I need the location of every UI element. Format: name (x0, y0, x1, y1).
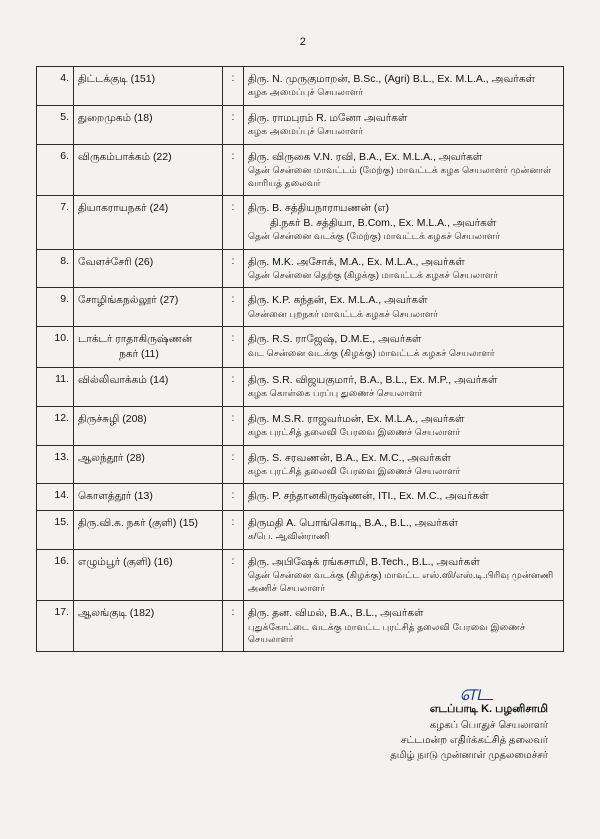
person-designation: கழக புரட்சித் தலைவி பேரவை இணைச் செயலாளர் (248, 465, 461, 476)
row-colon: : (223, 510, 244, 549)
row-person (244, 196, 564, 249)
table-row (37, 510, 564, 549)
table-row (37, 601, 564, 652)
row-number: 17. (37, 601, 74, 652)
person-name: திரு. R.S. ராஜேஷ், D.M.E., அவர்கள் (248, 333, 422, 346)
row-number: 6. (37, 144, 74, 195)
page-number: 2 (299, 36, 307, 48)
row-number: 11. (37, 367, 74, 406)
row-colon: : (223, 105, 244, 144)
candidate-table-wrapper (36, 66, 564, 652)
row-number: 10. (37, 327, 74, 367)
table-row (37, 406, 564, 445)
row-colon: : (223, 445, 244, 484)
constituency-name: டாக்டர் ராதாகிருஷ்ணன் (78, 333, 193, 346)
row-colon: : (223, 288, 244, 327)
constituency-name: ஆலங்குடி (182) (78, 607, 155, 620)
person-designation: தென் சென்னை வடக்கு (கிழக்கு) மாவட்ட எஸ்.ஸி/எஸ்.டி.பிரிவு முன்னணி அணிச் செயலாளர் (248, 570, 554, 593)
row-colon: : (223, 601, 244, 652)
row-constituency (74, 67, 223, 106)
row-colon: : (223, 67, 244, 106)
row-constituency (74, 367, 223, 406)
row-constituency (74, 484, 223, 510)
signatory-title-3: தமிழ் நாடு முன்னாள் முதலமைச்சர் (390, 750, 548, 762)
row-constituency (74, 601, 223, 652)
person-name: திரு. P. சந்தானகிருஷ்ணன், ITI., Ex. M.C., அவர்கள் (248, 490, 489, 503)
row-constituency (74, 406, 223, 445)
table-row (37, 105, 564, 144)
constituency-name: வில்லிவாக்கம் (14) (78, 373, 169, 386)
row-person (244, 601, 564, 652)
person-designation: தென் சென்னை தெற்கு (கிழக்கு) மாவட்டக் கழகச் செயலாளர் (248, 270, 498, 281)
table-row (37, 367, 564, 406)
signatory-title-2: சட்டமன்ற எதிர்க்கட்சித் தலைவர் (401, 735, 548, 747)
person-designation: சென்னை புறநகர் மாவட்டக் கழகச் செயலாளர் (248, 308, 438, 319)
constituency-name-line2: நகர் (11) (119, 347, 159, 360)
person-designation: க/பெ. ஆவின்ராணி (248, 531, 330, 542)
row-constituency (74, 445, 223, 484)
table-row (37, 549, 564, 600)
person-name: திரு. S.R. விஜயகுமார், B.A., B.L., Ex. M.P., அவர்கள் (248, 373, 498, 386)
row-colon: : (223, 406, 244, 445)
row-person (244, 510, 564, 549)
table-row (37, 327, 564, 367)
row-number: 5. (37, 105, 74, 144)
row-number: 12. (37, 406, 74, 445)
signatory-title-1: கழகப் பொதுச் செயலாளர் (429, 720, 548, 732)
row-person (244, 406, 564, 445)
row-colon: : (223, 484, 244, 510)
table-row (37, 484, 564, 510)
table-row (37, 288, 564, 327)
row-constituency (74, 327, 223, 367)
row-number: 8. (37, 249, 74, 288)
row-number: 15. (37, 510, 74, 549)
row-person (244, 249, 564, 288)
constituency-name: துறைமுகம் (18) (78, 111, 153, 124)
person-name: திரு. விருகை V.N. ரவி, B.A., Ex. M.L.A., அவர்கள் (248, 150, 483, 163)
row-colon: : (223, 249, 244, 288)
row-colon: : (223, 144, 244, 195)
person-designation: தென் சென்னை வடக்கு (மேற்கு) மாவட்டக் கழகச் செயலாளர் (248, 231, 500, 242)
constituency-name: திட்டக்குடி (151) (78, 73, 156, 85)
signature-block (0, 682, 600, 762)
constituency-name: ஆலந்தூர் (28) (78, 451, 145, 464)
constituency-name: எழும்பூர் (குளி) (16) (78, 555, 173, 568)
person-designation: தென் சென்னை மாவட்டம் (மேற்கு) மாவட்டக் கழக செயலாளர் முன்னாள் வாரியத் தலைவர் (248, 165, 552, 188)
table-row (37, 67, 564, 106)
person-name: திரு. ராமபுரம் R. மனோ அவர்கள் (248, 111, 408, 124)
person-name: திரு. S. சரவணன், B.A., Ex. M.C., அவர்கள் (248, 451, 451, 464)
person-name-secondary: தி.நகர் B. சத்தியா, B.Com., Ex. M.L.A., அவர்கள் (270, 216, 497, 229)
person-designation: கழக கொள்கை பரப்பு துணைச் செயலாளர் (248, 388, 423, 399)
signature-mark: எட (458, 680, 497, 706)
person-name: திரு. அபிஷேக் ரங்கசாமி, B.Tech., B.L., அவர்கள் (248, 555, 480, 568)
person-designation: புதுக்கோட்டை வடக்கு மாவட்ட புரட்சித் தலைவி பேரவை இணைச் செயலாளர் (248, 621, 526, 645)
table-row (37, 196, 564, 249)
row-constituency (74, 249, 223, 288)
constituency-name: வேளச்சேரி (26) (78, 255, 154, 268)
row-constituency (74, 144, 223, 195)
table-row (37, 445, 564, 484)
row-number: 4. (37, 67, 74, 106)
person-name: திருமதி A. பொங்கொடி, B.A., B.L., அவர்கள் (248, 516, 458, 529)
row-number: 7. (37, 196, 74, 249)
row-constituency (74, 105, 223, 144)
candidate-table (36, 66, 564, 652)
person-name: திரு. K.P. கந்தன், Ex. M.L.A., அவர்கள் (248, 294, 428, 307)
person-name: திரு. B. சத்தியநாராயணன் (எ) (248, 202, 390, 215)
person-name: திரு. M.S.R. ராஜவர்மன், Ex. M.L.A., அவர்கள் (248, 412, 465, 425)
person-name: திரு. தன. விமல், B.A., B.L., அவர்கள் (248, 607, 424, 620)
row-constituency (74, 196, 223, 249)
table-row (37, 144, 564, 195)
row-person (244, 288, 564, 327)
person-name: திரு. M.K. அசோக், M.A., Ex. M.L.A., அவர்கள் (248, 255, 465, 268)
signatory-name: எடப்பாடி K. பழனிசாமி (429, 703, 548, 716)
candidate-table-body (37, 67, 564, 652)
row-constituency (74, 510, 223, 549)
row-constituency (74, 549, 223, 600)
row-person (244, 144, 564, 195)
constituency-name: திருச்சுழி (208) (78, 412, 147, 425)
row-colon: : (223, 196, 244, 249)
constituency-name: கொளத்தூர் (13) (78, 490, 153, 503)
constituency-name: தியாகராயநகர் (24) (78, 202, 169, 215)
row-person (244, 484, 564, 510)
person-designation: கழக அமைப்புச் செயலாளர் (248, 87, 363, 98)
person-designation: கழக புரட்சித் தலைவி பேரவை இணைச் செயலாளர் (248, 427, 461, 438)
constituency-name: திரு.வி.க. நகர் (குளி) (15) (78, 516, 198, 529)
table-row (37, 249, 564, 288)
person-designation: கழக அமைப்புச் செயலாளர் (248, 126, 363, 137)
constituency-name: விருகம்பாக்கம் (22) (78, 150, 172, 163)
row-number: 16. (37, 549, 74, 600)
row-person (244, 445, 564, 484)
row-colon: : (223, 327, 244, 367)
row-person (244, 367, 564, 406)
row-colon: : (223, 367, 244, 406)
row-colon: : (223, 549, 244, 600)
person-name: திரு. N. முருகுமாறன், B.Sc., (Agri) B.L., Ex. M.L.A., அவர்கள் (248, 73, 536, 85)
row-number: 14. (37, 484, 74, 510)
row-person (244, 327, 564, 367)
row-number: 9. (37, 288, 74, 327)
row-constituency (74, 288, 223, 327)
row-person (244, 549, 564, 600)
constituency-name: சோழிங்கநல்லூர் (27) (78, 294, 179, 307)
person-designation: வட சென்னை வடக்கு (கிழக்கு) மாவட்டக் கழகச் செயலாளர் (248, 347, 495, 358)
row-person (244, 105, 564, 144)
row-person (244, 67, 564, 106)
row-number: 13. (37, 445, 74, 484)
